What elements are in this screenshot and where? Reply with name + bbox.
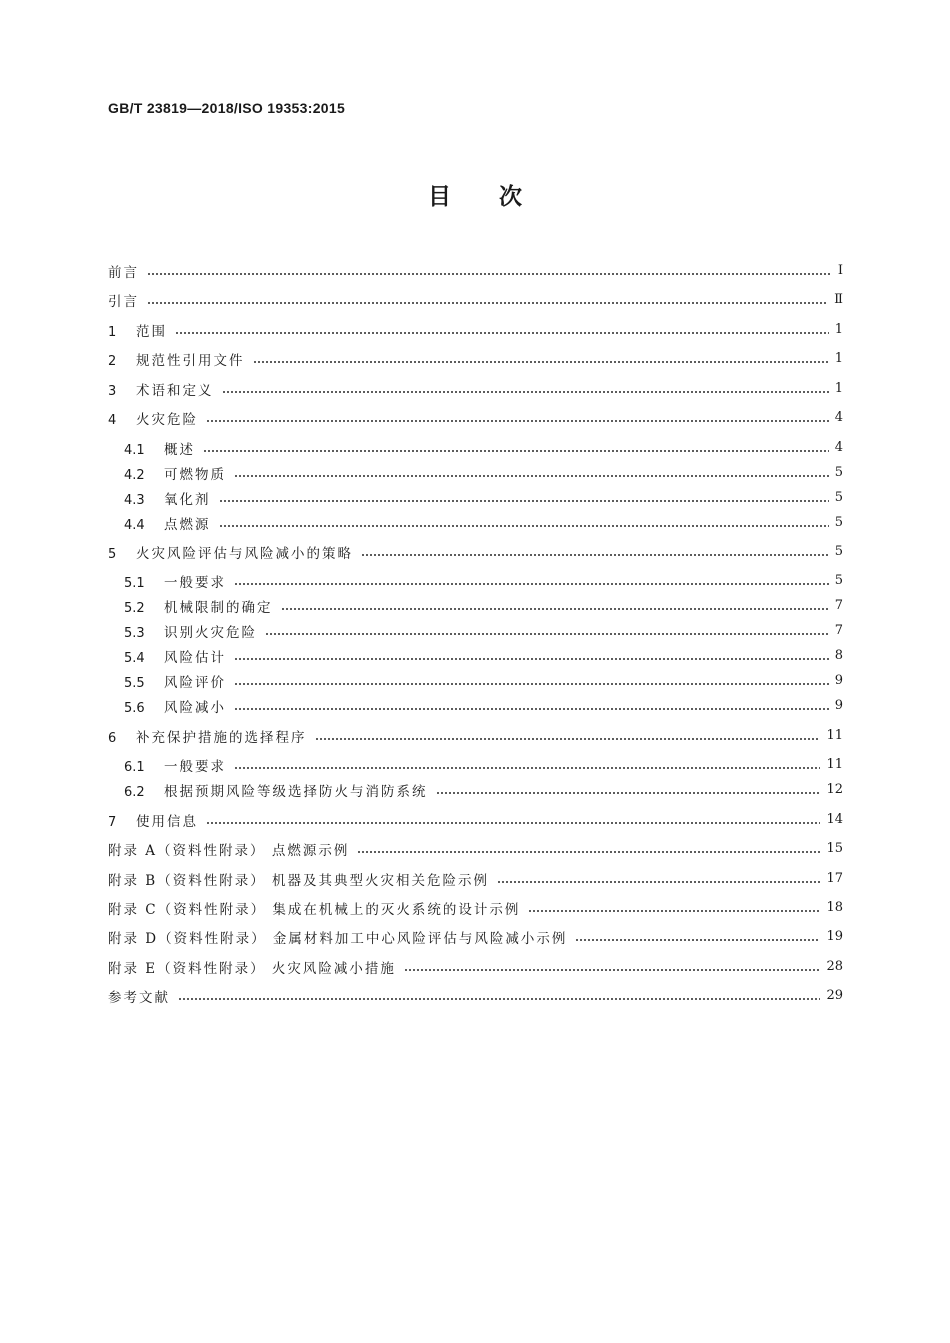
toc-entry[interactable] [124,693,843,718]
toc-entry-number: 4.3 [124,492,145,508]
toc-entry-label [108,408,198,428]
toc-entry-number: 6.1 [124,759,145,775]
toc-entry-label [124,755,226,775]
toc-entry-title: 附录 B（资料性附录） 机器及其典型火灾相关危险示例 [108,872,490,889]
toc-entry-page: 29 [826,988,843,1003]
toc-entry-title: 范围 [136,323,167,340]
toc-entry[interactable] [124,752,843,777]
toc-entry-page: 9 [834,698,843,713]
dot-leader [575,939,820,941]
dot-leader [219,525,829,527]
toc-entry-title: 引言 [108,293,139,310]
toc-entry-page: 19 [826,929,843,944]
toc-entry-page: 5 [834,465,843,480]
toc-entry-page: 1 [834,381,843,396]
toc-entry[interactable] [108,924,843,949]
dot-leader [315,738,821,740]
toc-entry-number: 4 [108,412,117,428]
toc-entry[interactable] [124,668,843,693]
dot-leader [528,910,820,912]
toc-entry[interactable] [124,460,843,485]
toc-entry[interactable] [124,593,843,618]
toc-entry[interactable] [108,317,843,342]
dot-leader [147,302,828,304]
toc-entry[interactable] [124,510,843,535]
toc-entry[interactable] [124,435,843,460]
toc-entry-label [108,986,170,1006]
toc-entry[interactable] [108,405,843,430]
toc-entry-title: 补充保护措施的选择程序 [136,729,307,746]
dot-leader [253,361,829,363]
toc-entry-number: 5.4 [124,650,145,666]
dot-leader [178,998,820,1000]
dot-leader [436,792,821,794]
toc-entry-label [108,726,307,746]
dot-leader [281,608,829,610]
toc-entry-label [108,320,167,340]
toc-entry[interactable] [124,643,843,668]
toc-entry-number: 7 [108,814,117,830]
dot-leader [234,475,829,477]
toc-entry-page: 5 [834,544,843,559]
toc-entry[interactable] [108,539,843,564]
toc-entry[interactable] [124,618,843,643]
toc-entry[interactable] [124,485,843,510]
toc-entry-number: 2 [108,353,117,369]
dot-leader [206,822,820,824]
toc-entry-page: 17 [826,871,843,886]
dot-leader [265,633,829,635]
toc-entry-title: 可燃物质 [164,466,226,483]
dot-leader [203,450,829,452]
dot-leader [357,851,820,853]
toc-entry-title: 附录 A（资料性附录） 点燃源示例 [108,842,350,859]
toc-entry-label [108,349,245,369]
toc-entry[interactable] [108,895,843,920]
toc-entry-page: 9 [834,673,843,688]
toc-entry-label [108,261,139,281]
toc-entry-title: 规范性引用文件 [136,352,245,369]
toc-entry[interactable] [124,777,843,802]
toc-entry-title: 点燃源 [164,516,211,533]
toc-entry-title: 参考文献 [108,989,170,1006]
toc-entry-number: 5.1 [124,575,145,591]
toc-entry-page: 11 [826,728,843,743]
toc-entry-number: 5.2 [124,600,145,616]
dot-leader [147,273,832,275]
toc-entry-number: 5.6 [124,700,145,716]
toc-entry[interactable] [108,836,843,861]
toc-entry-label [124,571,226,591]
toc-entry-page: 4 [834,440,843,455]
toc-entry-number: 4.1 [124,442,145,458]
toc-entry-title: 机械限制的确定 [164,599,273,616]
toc-entry[interactable] [108,807,843,832]
dot-leader [497,881,820,883]
toc-entry[interactable] [108,287,843,312]
toc-entry-label [124,596,273,616]
toc-entry-page: 7 [834,623,843,638]
dot-leader [222,391,829,393]
toc-entry-page: 11 [826,757,843,772]
dot-leader [234,683,829,685]
toc-entry-title: 术语和定义 [136,382,214,399]
toc-entry-label [124,463,226,483]
toc-entry-title: 附录 C（资料性附录） 集成在机械上的灭火系统的设计示例 [108,901,521,918]
toc-entry-page: 8 [834,648,843,663]
toc-entry-page: 5 [834,573,843,588]
toc-entry-label [124,671,226,691]
toc-entry-title: 火灾危险 [136,411,198,428]
toc-entry-title: 一般要求 [164,758,226,775]
toc-entry-title: 风险评价 [164,674,226,691]
toc-entry-page: 18 [826,900,843,915]
toc-entry-title: 氧化剂 [164,491,211,508]
toc-entry-label [124,696,226,716]
toc-entry-label [124,438,195,458]
toc-entry[interactable] [108,983,843,1008]
toc-entry[interactable] [108,376,843,401]
toc-entry-page: 5 [834,490,843,505]
toc-entry-title: 风险减小 [164,699,226,716]
toc-entry-title: 使用信息 [136,813,198,830]
dot-leader [234,658,829,660]
toc-entry[interactable] [108,346,843,371]
toc-entry-label [108,379,214,399]
toc-entry-label [124,488,211,508]
toc-entry-title: 一般要求 [164,574,226,591]
toc-entry-page: 1 [834,322,843,337]
toc-entry-number: 5.5 [124,675,145,691]
dot-leader [234,767,820,769]
toc-entry-title: 火灾风险评估与风险减小的策略 [136,545,353,562]
toc-entry-label [124,780,428,800]
dot-leader [219,500,829,502]
toc-entry[interactable] [108,258,843,283]
toc-entry-label [108,839,349,859]
toc-entry-label [108,810,198,830]
dot-leader [234,583,829,585]
standard-code-header: GB/T 23819—2018/ISO 19353:2015 [108,100,346,116]
toc-entry-label [108,869,489,889]
toc-entry-title: 前言 [108,264,139,281]
dot-leader [175,332,829,334]
toc-entry-page: 15 [826,841,843,856]
page-title: 目次 [428,184,570,210]
toc-entry-page: Ⅰ [837,263,843,278]
toc-entry-number: 6.2 [124,784,145,800]
toc-entry-title: 附录 E（资料性附录） 火灾风险减小措施 [108,960,396,977]
toc-entry-title: 根据预期风险等级选择防火与消防系统 [164,783,428,800]
toc-entry-number: 6 [108,730,117,746]
toc-entry-page: 12 [826,782,843,797]
toc-entry-label [108,290,139,310]
toc-entry[interactable] [108,954,843,979]
toc-entry-label [108,898,520,918]
toc-entry-title: 附录 D（资料性附录） 金属材料加工中心风险评估与风险减小示例 [108,930,568,947]
toc-entry-page: 5 [834,515,843,530]
dot-leader [361,554,829,556]
dot-leader [234,708,829,710]
toc-entry-label [124,621,257,641]
toc-entry-page: 7 [834,598,843,613]
toc-entry[interactable] [124,568,843,593]
toc-entry-page: 14 [826,812,843,827]
toc-entry-page: Ⅱ [834,292,843,307]
toc-entry-number: 4.2 [124,467,145,483]
toc-entry[interactable] [108,723,843,748]
toc-entry-label [108,927,567,947]
toc-entry-page: 1 [834,351,843,366]
toc-entry-label [124,513,211,533]
toc-entry-label [108,957,396,977]
toc-entry-title: 风险估计 [164,649,226,666]
toc-entry-label [108,542,353,562]
toc-entry-number: 3 [108,383,117,399]
dot-leader [206,420,829,422]
toc-entry-number: 4.4 [124,517,145,533]
toc-entry-title: 识别火灾危险 [164,624,257,641]
toc-entry-number: 1 [108,324,117,340]
toc-entry-number: 5.3 [124,625,145,641]
dot-leader [404,969,821,971]
toc-entry-label [124,646,226,666]
toc-entry-page: 4 [834,410,843,425]
toc-entry-title: 概述 [164,441,195,458]
toc-entry[interactable] [108,866,843,891]
toc-entry-number: 5 [108,546,117,562]
toc-entry-page: 28 [826,959,843,974]
